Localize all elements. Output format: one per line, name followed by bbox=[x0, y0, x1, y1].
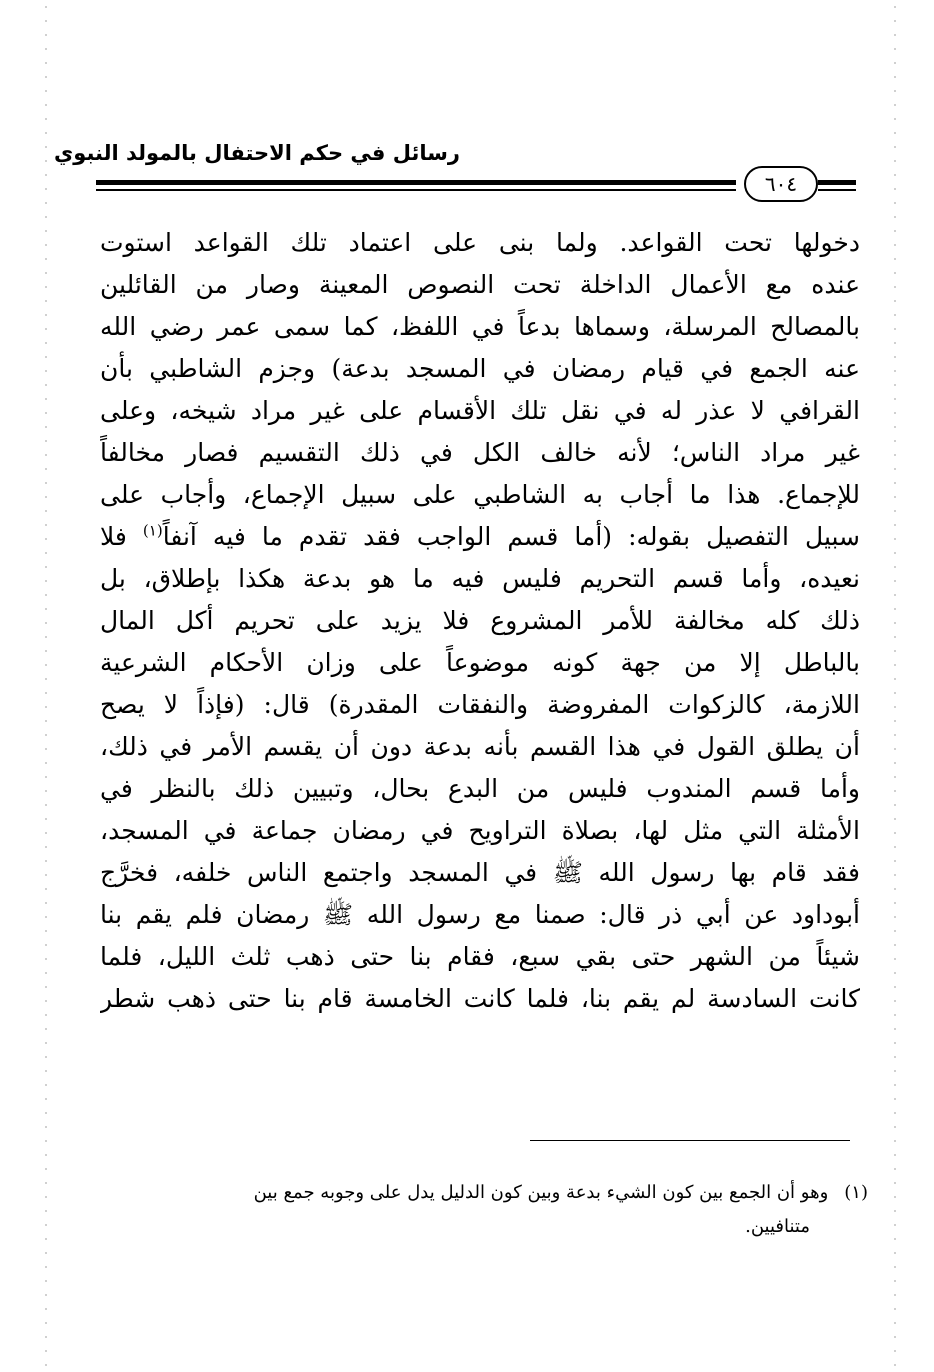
body-line: ذلك كله مخالفة للأمر المشروع فلا يزيد على تحريم أكل المال bbox=[100, 606, 860, 635]
body-line: اللازمة، كالزكوات المفروضة والنفقات المقدرة) قال: (فإذاً لا يصح bbox=[100, 690, 860, 719]
body-line: وأما قسم المندوب فليس من البدع بحال، وتبيين ذلك بالنظر في bbox=[100, 774, 860, 803]
header-rule-right-thin bbox=[818, 189, 856, 191]
body-line-with-footnote bbox=[100, 516, 860, 558]
body-line: بالمصالح المرسلة، وسماها بدعاً في اللفظ، كما سمى عمر رضي الله bbox=[100, 312, 860, 341]
body-line: للإجماع. هذا ما أجاب به الشاطبي على سبيل الإجماع، وأجاب على bbox=[100, 480, 860, 509]
header-rule-thick bbox=[96, 180, 736, 185]
running-header-title: رسائل في حكم الاحتفال بالمولد النبوي bbox=[54, 141, 460, 165]
body-line: شيئاً من الشهر حتى بقي سبع، فقام بنا حتى ذهب ثلث الليل، فلما bbox=[100, 942, 860, 971]
footnote-line-continued: متنافيين. bbox=[745, 1216, 810, 1237]
body-line: أن يطلق القول في هذا القسم بأنه بدعة دون أن يقسم الأمر في ذلك، bbox=[100, 732, 860, 761]
body-line: القرافي لا عذر له في نقل تلك الأقسام على غير مراد شيخه، وعلى bbox=[100, 396, 860, 425]
body-line: غير مراد الناس؛ لأنه خالف الكل في ذلك التقسيم فصار مخالفاً bbox=[100, 438, 860, 467]
body-line: عنه الجمع في قيام رمضان في المسجد بدعة) وجزم الشاطبي بأن bbox=[100, 354, 860, 383]
header-rule-right-thick bbox=[818, 180, 856, 185]
body-text bbox=[100, 222, 860, 1020]
body-line: دخولها تحت القواعد. ولما بنى على اعتماد تلك القواعد استوت bbox=[100, 228, 860, 257]
body-line-text: سبيل التفصيل بقوله: (أما قسم الواجب فقد تقدم ما فيه آنفاً bbox=[162, 522, 860, 551]
body-line: عنده مع الأعمال الداخلة تحت النصوص المعينة وصار من القائلين bbox=[100, 270, 860, 299]
body-line: الأمثلة التي مثل لها، بصلاة التراويح في رمضان جماعة في المسجد، bbox=[100, 816, 860, 845]
body-line: فقد قام بها رسول الله ﷺ في المسجد واجتمع الناس خلفه، فخرَّج bbox=[100, 858, 860, 887]
footnote-line bbox=[108, 1176, 868, 1210]
page-number: ٦٠٤ bbox=[764, 172, 798, 196]
footnote bbox=[108, 1176, 868, 1244]
header-rule-thin bbox=[96, 189, 736, 191]
page-number-badge bbox=[744, 166, 818, 202]
footnote-marker: (١) bbox=[844, 1182, 868, 1203]
body-line: بالباطل إلا من جهة كونه موضوعاً على وزان الأحكام الشرعية bbox=[100, 648, 860, 677]
footnote-reference: (١) bbox=[142, 521, 163, 540]
scan-dot-column-right bbox=[894, 0, 896, 1372]
scan-dot-column-left bbox=[45, 0, 47, 1372]
body-line: نعيده، وأما قسم التحريم فليس فيه ما هو بدعة هكذا بإطلاق، بل bbox=[100, 564, 860, 593]
footnote-text: وهو أن الجمع بين كون الشيء بدعة وبين كون الدليل يدل على وجوبه جمع بين bbox=[253, 1182, 829, 1203]
body-line: أبوداود عن أبي ذر قال: صمنا مع رسول الله ﷺ رمضان فلم يقم بنا bbox=[100, 900, 860, 929]
body-line-tail: فلا bbox=[100, 522, 127, 551]
body-line: كانت السادسة لم يقم بنا، فلما كانت الخامسة قام بنا حتى ذهب شطر bbox=[100, 984, 860, 1013]
footnote-separator bbox=[530, 1140, 850, 1141]
